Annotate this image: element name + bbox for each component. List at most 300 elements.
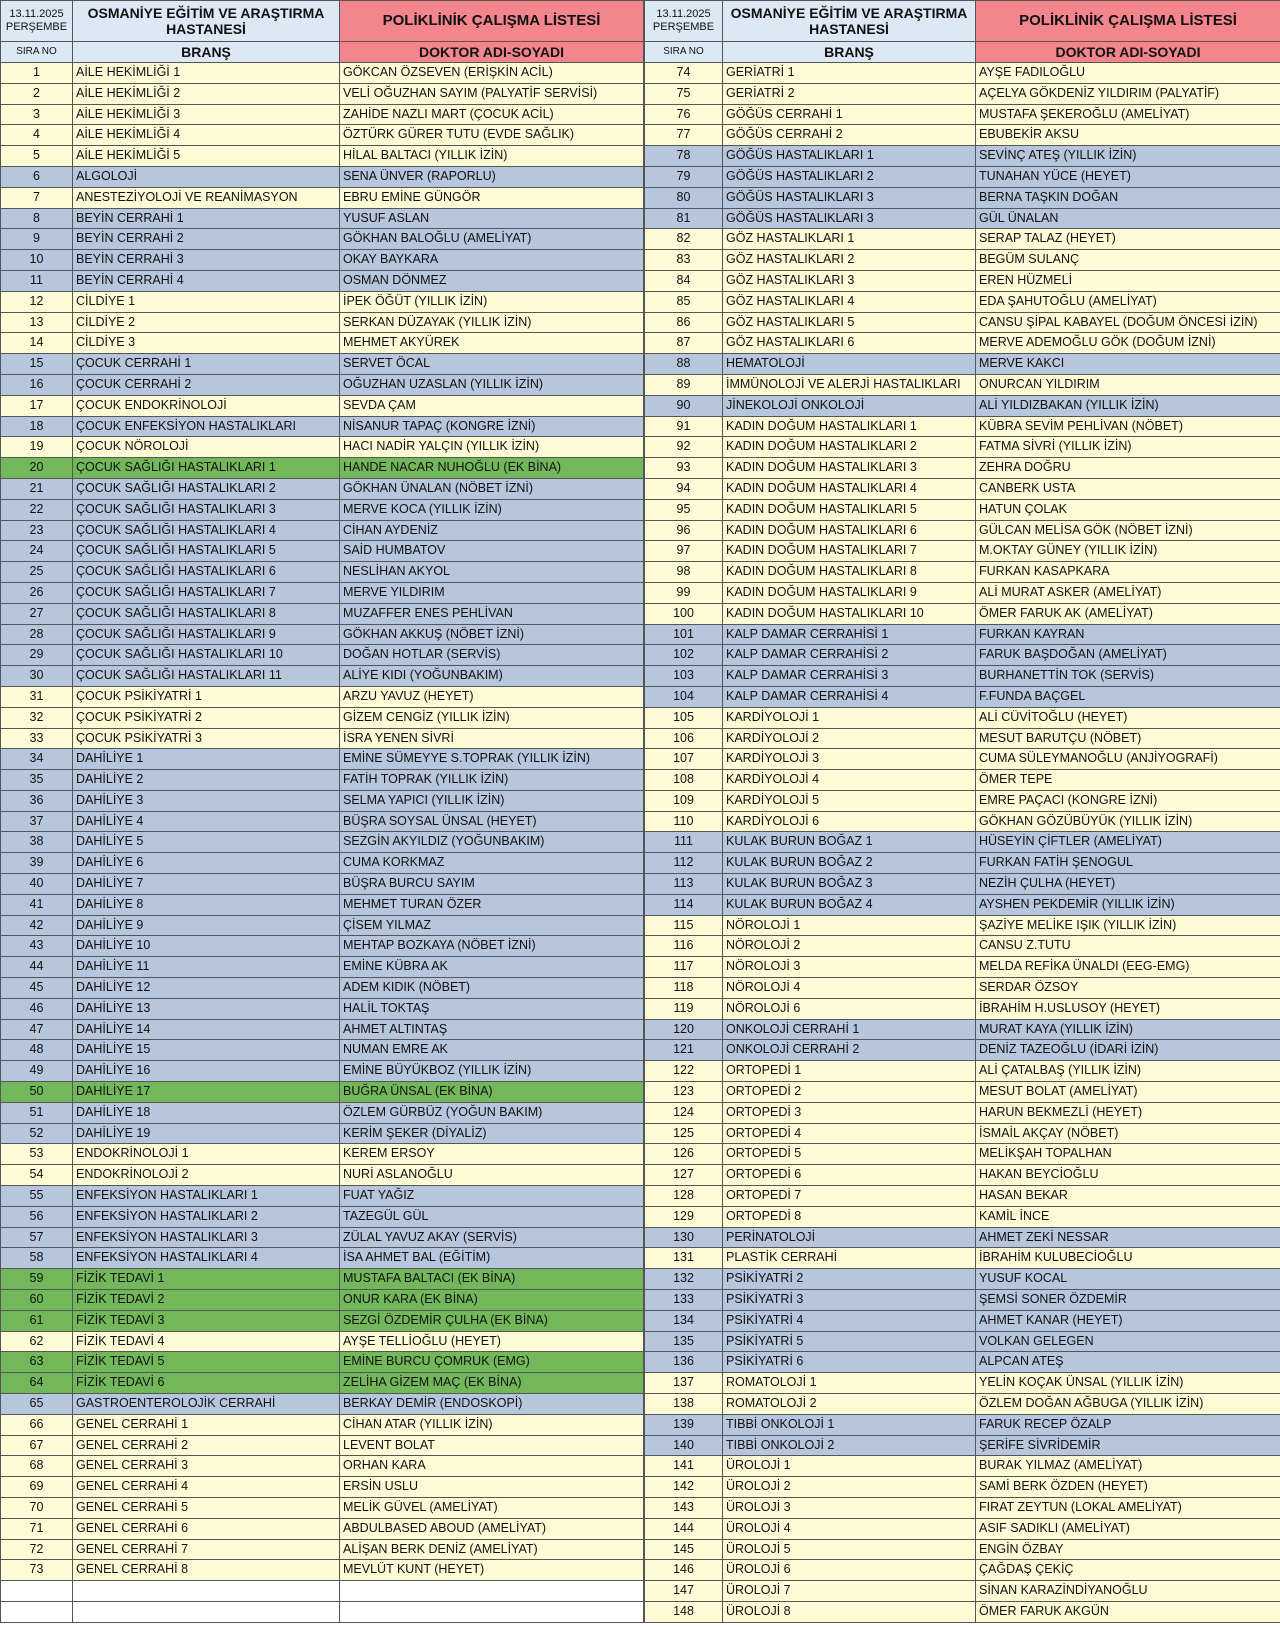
branch-cell: ROMATOLOJİ 1 <box>723 1373 976 1394</box>
doctor-cell: EMRE PAÇACI (KONGRE İZNİ) <box>976 790 1280 811</box>
row-number: 83 <box>645 250 723 271</box>
row-number: 59 <box>1 1269 73 1290</box>
branch-cell: FİZİK TEDAVİ 1 <box>73 1269 340 1290</box>
table-row <box>1 146 644 167</box>
branch-cell: ÇOCUK SAĞLIĞI HASTALIKLARI 6 <box>73 562 340 583</box>
table-row <box>645 1601 1280 1622</box>
branch-cell: ENFEKSİYON HASTALIKLARI 3 <box>73 1227 340 1248</box>
table-row <box>645 458 1280 479</box>
row-number: 18 <box>1 416 73 437</box>
row-number: 16 <box>1 374 73 395</box>
branch-cell: KADIN DOĞUM HASTALIKLARI 8 <box>723 562 976 583</box>
row-number: 142 <box>645 1477 723 1498</box>
branch-cell: KADIN DOĞUM HASTALIKLARI 1 <box>723 416 976 437</box>
row-number: 28 <box>1 624 73 645</box>
row-number: 39 <box>1 853 73 874</box>
doctor-cell: İBRAHİM KULUBECİOĞLU <box>976 1248 1280 1269</box>
doctor-cell: SERDAR ÖZSOY <box>976 978 1280 999</box>
doctor-cell: GÖKHAN BALOĞLU (AMELİYAT) <box>340 229 644 250</box>
row-number: 65 <box>1 1394 73 1415</box>
table-row <box>1 437 644 458</box>
row-number: 105 <box>645 707 723 728</box>
doctor-cell: SEVDA ÇAM <box>340 395 644 416</box>
doctor-cell: FIRAT ZEYTUN (LOKAL AMELİYAT) <box>976 1497 1280 1518</box>
branch-cell: KARDİYOLOJİ 6 <box>723 811 976 832</box>
row-number: 33 <box>1 728 73 749</box>
doctor-cell: GÖKHAN ÜNALAN (NÖBET İZNİ) <box>340 478 644 499</box>
doctor-cell: BUĞRA ÜNSAL (EK BİNA) <box>340 1082 644 1103</box>
doctor-cell: ÖMER TEPE <box>976 770 1280 791</box>
table-row <box>645 666 1280 687</box>
doctor-cell: YUSUF KOCAL <box>976 1269 1280 1290</box>
column-header-branch: BRANŞ <box>73 42 340 63</box>
table-row <box>1 853 644 874</box>
table-row <box>1 312 644 333</box>
branch-cell: ORTOPEDİ 2 <box>723 1082 976 1103</box>
doctor-cell: ZEHRA DOĞRU <box>976 458 1280 479</box>
table-row <box>645 1331 1280 1352</box>
row-number: 102 <box>645 645 723 666</box>
row-number: 11 <box>1 270 73 291</box>
table-row <box>1 1123 644 1144</box>
row-number: 100 <box>645 603 723 624</box>
doctor-cell: ÇAĞDAŞ ÇEKİÇ <box>976 1560 1280 1581</box>
doctor-cell: BERKAY DEMİR (ENDOSKOPİ) <box>340 1394 644 1415</box>
branch-cell: NÖROLOJİ 2 <box>723 936 976 957</box>
branch-cell: PERİNATOLOJİ <box>723 1227 976 1248</box>
table-row <box>1 1414 644 1435</box>
row-number: 64 <box>1 1373 73 1394</box>
row-number: 109 <box>645 790 723 811</box>
branch-cell: ÇOCUK CERRAHİ 1 <box>73 354 340 375</box>
branch-cell: GERİATRİ 1 <box>723 63 976 84</box>
branch-cell: DAHİLİYE 9 <box>73 915 340 936</box>
doctor-cell: EBUBEKİR AKSU <box>976 125 1280 146</box>
header-row-columns <box>1 42 644 63</box>
row-number: 122 <box>645 1061 723 1082</box>
branch-cell: DAHİLİYE 18 <box>73 1102 340 1123</box>
table-row <box>1 1456 644 1477</box>
table-row <box>1 541 644 562</box>
table-row <box>1 416 644 437</box>
table-row <box>645 1040 1280 1061</box>
row-number: 49 <box>1 1061 73 1082</box>
doctor-cell: TAZEGÜL GÜL <box>340 1206 644 1227</box>
branch-cell: ÜROLOJİ 2 <box>723 1477 976 1498</box>
doctor-cell: AHMET ALTINTAŞ <box>340 1019 644 1040</box>
branch-cell: ÇOCUK SAĞLIĞI HASTALIKLARI 5 <box>73 541 340 562</box>
branch-cell: GENEL CERRAHİ 7 <box>73 1539 340 1560</box>
branch-cell: GÖZ HASTALIKLARI 1 <box>723 229 976 250</box>
row-number: 60 <box>1 1290 73 1311</box>
table-row <box>1 1435 644 1456</box>
doctor-cell: ŞERİFE SİVRİDEMİR <box>976 1435 1280 1456</box>
row-number: 119 <box>645 998 723 1019</box>
table-row <box>1 208 644 229</box>
branch-cell: ENFEKSİYON HASTALIKLARI 2 <box>73 1206 340 1227</box>
row-number: 76 <box>645 104 723 125</box>
row-number <box>1 1601 73 1622</box>
row-number: 57 <box>1 1227 73 1248</box>
doctor-cell: BÜŞRA BURCU SAYIM <box>340 874 644 895</box>
column-header-doctor: DOKTOR ADI-SOYADI <box>976 42 1280 63</box>
column-header-no: SIRA NO <box>645 42 723 63</box>
doctor-cell: FURKAN FATİH ŞENOGUL <box>976 853 1280 874</box>
table-row <box>645 770 1280 791</box>
table-row <box>1 499 644 520</box>
right-table-panel <box>644 0 1280 1623</box>
table-row <box>645 250 1280 271</box>
row-number: 138 <box>645 1394 723 1415</box>
row-number: 45 <box>1 978 73 999</box>
doctor-cell: YUSUF ASLAN <box>340 208 644 229</box>
table-row <box>1 270 644 291</box>
table-row <box>1 1518 644 1539</box>
doctor-cell: CİHAN AYDENİZ <box>340 520 644 541</box>
row-number: 108 <box>645 770 723 791</box>
table-row <box>1 1477 644 1498</box>
doctor-cell: AHMET KANAR (HEYET) <box>976 1310 1280 1331</box>
row-number: 85 <box>645 291 723 312</box>
table-row <box>645 208 1280 229</box>
table-row <box>645 1539 1280 1560</box>
row-number: 116 <box>645 936 723 957</box>
branch-cell: AİLE HEKİMLİĞİ 5 <box>73 146 340 167</box>
branch-cell: KADIN DOĞUM HASTALIKLARI 3 <box>723 458 976 479</box>
table-row <box>645 1082 1280 1103</box>
branch-cell: DAHİLİYE 16 <box>73 1061 340 1082</box>
table-row <box>645 728 1280 749</box>
right-schedule-table <box>644 0 1280 1623</box>
doctor-cell: MERVE YILDIRIM <box>340 582 644 603</box>
row-number: 101 <box>645 624 723 645</box>
doctor-cell: FURKAN KAYRAN <box>976 624 1280 645</box>
row-number: 78 <box>645 146 723 167</box>
row-number: 124 <box>645 1102 723 1123</box>
doctor-cell: FARUK BAŞDOĞAN (AMELİYAT) <box>976 645 1280 666</box>
row-number: 131 <box>645 1248 723 1269</box>
table-row <box>645 1227 1280 1248</box>
row-number: 136 <box>645 1352 723 1373</box>
row-number: 17 <box>1 395 73 416</box>
doctor-cell: FATMA SİVRİ (YILLIK İZİN) <box>976 437 1280 458</box>
table-row <box>645 645 1280 666</box>
branch-cell: GENEL CERRAHİ 3 <box>73 1456 340 1477</box>
row-number: 63 <box>1 1352 73 1373</box>
table-row <box>645 499 1280 520</box>
branch-cell: GENEL CERRAHİ 1 <box>73 1414 340 1435</box>
doctor-cell: NİSANUR TAPAÇ (KONGRE İZNİ) <box>340 416 644 437</box>
table-row <box>1 874 644 895</box>
branch-cell: DAHİLİYE 3 <box>73 790 340 811</box>
doctor-cell: ORHAN KARA <box>340 1456 644 1477</box>
doctor-cell: KERİM ŞEKER (DİYALİZ) <box>340 1123 644 1144</box>
row-number: 139 <box>645 1414 723 1435</box>
branch-cell: ÇOCUK ENFEKSİYON HASTALIKLARI <box>73 416 340 437</box>
row-number: 91 <box>645 416 723 437</box>
branch-cell: ÜROLOJİ 5 <box>723 1539 976 1560</box>
row-number: 9 <box>1 229 73 250</box>
row-number: 66 <box>1 1414 73 1435</box>
day-label: PERŞEMBE <box>652 21 715 33</box>
branch-cell: KALP DAMAR CERRAHİSİ 3 <box>723 666 976 687</box>
row-number: 27 <box>1 603 73 624</box>
table-row <box>645 1061 1280 1082</box>
doctor-cell: MUZAFFER ENES PEHLİVAN <box>340 603 644 624</box>
row-number: 137 <box>645 1373 723 1394</box>
doctor-cell: ÖMER FARUK AK (AMELİYAT) <box>976 603 1280 624</box>
branch-cell: ÇOCUK PSİKİYATRİ 3 <box>73 728 340 749</box>
doctor-cell: ALİŞAN BERK DENİZ (AMELİYAT) <box>340 1539 644 1560</box>
table-row <box>1 1601 644 1622</box>
doctor-cell: İSRA YENEN SİVRİ <box>340 728 644 749</box>
branch-cell: DAHİLİYE 5 <box>73 832 340 853</box>
doctor-cell: SEVİNÇ ATEŞ (YILLIK İZİN) <box>976 146 1280 167</box>
table-row <box>1 104 644 125</box>
doctor-cell: AYŞE TELLİOĞLU (HEYET) <box>340 1331 644 1352</box>
table-row <box>645 707 1280 728</box>
branch-cell: ÜROLOJİ 6 <box>723 1560 976 1581</box>
table-row <box>645 291 1280 312</box>
table-row <box>645 1518 1280 1539</box>
table-row <box>1 978 644 999</box>
branch-cell: KADIN DOĞUM HASTALIKLARI 9 <box>723 582 976 603</box>
date-cell <box>645 1 723 42</box>
doctor-cell: GİZEM CENGİZ (YILLIK İZİN) <box>340 707 644 728</box>
row-number: 22 <box>1 499 73 520</box>
doctor-cell: MESUT BOLAT (AMELİYAT) <box>976 1082 1280 1103</box>
table-row <box>1 936 644 957</box>
branch-cell: DAHİLİYE 4 <box>73 811 340 832</box>
branch-cell: KADIN DOĞUM HASTALIKLARI 5 <box>723 499 976 520</box>
doctor-cell: SERAP TALAZ (HEYET) <box>976 229 1280 250</box>
doctor-cell: SAMİ BERK ÖZDEN (HEYET) <box>976 1477 1280 1498</box>
table-row <box>1 707 644 728</box>
branch-cell: GÖĞÜS CERRAHİ 1 <box>723 104 976 125</box>
branch-cell: CİLDİYE 2 <box>73 312 340 333</box>
right-table-body <box>645 63 1280 1623</box>
branch-cell: KULAK BURUN BOĞAZ 1 <box>723 832 976 853</box>
branch-cell: NÖROLOJİ 1 <box>723 915 976 936</box>
branch-cell: PSİKİYATRİ 5 <box>723 1331 976 1352</box>
table-row <box>1 666 644 687</box>
table-row <box>645 333 1280 354</box>
doctor-cell <box>340 1601 644 1622</box>
table-row <box>1 83 644 104</box>
table-row <box>645 146 1280 167</box>
table-row <box>645 1165 1280 1186</box>
branch-cell: DAHİLİYE 10 <box>73 936 340 957</box>
doctor-cell: ALİ YILDIZBAKAN (YILLIK İZİN) <box>976 395 1280 416</box>
branch-cell: ÇOCUK SAĞLIĞI HASTALIKLARI 4 <box>73 520 340 541</box>
table-row <box>645 125 1280 146</box>
table-row <box>645 1206 1280 1227</box>
branch-cell: KARDİYOLOJİ 5 <box>723 790 976 811</box>
row-number: 34 <box>1 749 73 770</box>
doctor-cell: ŞEMSİ SONER ÖZDEMİR <box>976 1290 1280 1311</box>
doctor-cell: EREN HÜZMELİ <box>976 270 1280 291</box>
branch-cell: KULAK BURUN BOĞAZ 4 <box>723 894 976 915</box>
doctor-cell: MERVE ADEMOĞLU GÖK (DOĞUM İZNİ) <box>976 333 1280 354</box>
row-number: 87 <box>645 333 723 354</box>
row-number: 94 <box>645 478 723 499</box>
hospital-name: OSMANİYE EĞİTİM VE ARAŞTIRMA HASTANESİ <box>723 1 976 42</box>
row-number: 123 <box>645 1082 723 1103</box>
branch-cell: KADIN DOĞUM HASTALIKLARI 7 <box>723 541 976 562</box>
table-row <box>645 1186 1280 1207</box>
row-number: 84 <box>645 270 723 291</box>
doctor-cell: ARZU YAVUZ (HEYET) <box>340 686 644 707</box>
row-number: 106 <box>645 728 723 749</box>
doctor-cell: EMİNE BURCU ÇOMRUK (EMG) <box>340 1352 644 1373</box>
table-row <box>645 1497 1280 1518</box>
branch-cell: GENEL CERRAHİ 2 <box>73 1435 340 1456</box>
row-number: 7 <box>1 187 73 208</box>
branch-cell: ORTOPEDİ 7 <box>723 1186 976 1207</box>
row-number: 37 <box>1 811 73 832</box>
doctor-cell: ENGİN ÖZBAY <box>976 1539 1280 1560</box>
row-number: 4 <box>1 125 73 146</box>
branch-cell: KALP DAMAR CERRAHİSİ 1 <box>723 624 976 645</box>
branch-cell: ÇOCUK PSİKİYATRİ 1 <box>73 686 340 707</box>
doctor-cell: MESUT BARUTÇU (NÖBET) <box>976 728 1280 749</box>
branch-cell: GÖĞÜS HASTALIKLARI 3 <box>723 187 976 208</box>
row-number: 15 <box>1 354 73 375</box>
table-row <box>1 998 644 1019</box>
row-number: 24 <box>1 541 73 562</box>
table-row <box>645 749 1280 770</box>
row-number: 107 <box>645 749 723 770</box>
table-row <box>1 770 644 791</box>
list-title: POLİKLİNİK ÇALIŞMA LİSTESİ <box>340 1 644 42</box>
table-row <box>645 894 1280 915</box>
table-row <box>1 624 644 645</box>
branch-cell: KULAK BURUN BOĞAZ 3 <box>723 874 976 895</box>
branch-cell: DAHİLİYE 11 <box>73 957 340 978</box>
left-table-body <box>1 63 644 1623</box>
row-number: 8 <box>1 208 73 229</box>
table-row <box>645 1352 1280 1373</box>
row-number: 44 <box>1 957 73 978</box>
row-number: 1 <box>1 63 73 84</box>
row-number: 6 <box>1 166 73 187</box>
row-number: 117 <box>645 957 723 978</box>
branch-cell: GÖZ HASTALIKLARI 6 <box>723 333 976 354</box>
table-row <box>645 1248 1280 1269</box>
row-number: 133 <box>645 1290 723 1311</box>
row-number: 79 <box>645 166 723 187</box>
table-row <box>645 603 1280 624</box>
doctor-cell: BÜŞRA SOYSAL ÜNSAL (HEYET) <box>340 811 644 832</box>
doctor-cell: ONURCAN YILDIRIM <box>976 374 1280 395</box>
table-row <box>1 1310 644 1331</box>
doctor-cell: ALİYE KIDI (YOĞUNBAKIM) <box>340 666 644 687</box>
branch-cell: DAHİLİYE 6 <box>73 853 340 874</box>
branch-cell: GENEL CERRAHİ 6 <box>73 1518 340 1539</box>
row-number: 54 <box>1 1165 73 1186</box>
branch-cell: ÇOCUK SAĞLIĞI HASTALIKLARI 11 <box>73 666 340 687</box>
row-number: 48 <box>1 1040 73 1061</box>
branch-cell: KALP DAMAR CERRAHİSİ 4 <box>723 686 976 707</box>
doctor-cell: ZÜLAL YAVUZ AKAY (SERVİS) <box>340 1227 644 1248</box>
table-row <box>1 582 644 603</box>
doctor-cell: GÜLCAN MELİSA GÖK (NÖBET İZNİ) <box>976 520 1280 541</box>
branch-cell: GASTROENTEROLOJİK CERRAHİ <box>73 1394 340 1415</box>
table-row <box>1 728 644 749</box>
row-number: 135 <box>645 1331 723 1352</box>
branch-cell: ANESTEZİYOLOJİ VE REANİMASYON <box>73 187 340 208</box>
branch-cell: TIBBİ ONKOLOJİ 1 <box>723 1414 976 1435</box>
branch-cell: GÖZ HASTALIKLARI 3 <box>723 270 976 291</box>
row-number: 97 <box>645 541 723 562</box>
doctor-cell: MEHTAP BOZKAYA (NÖBET İZNİ) <box>340 936 644 957</box>
header-row-top <box>1 1 644 42</box>
table-row <box>645 1560 1280 1581</box>
doctor-cell: ÇİSEM YILMAZ <box>340 915 644 936</box>
doctor-cell: HASAN BEKAR <box>976 1186 1280 1207</box>
doctor-cell: KEREM ERSOY <box>340 1144 644 1165</box>
branch-cell: JİNEKOLOJİ ONKOLOJİ <box>723 395 976 416</box>
row-number: 115 <box>645 915 723 936</box>
row-number: 146 <box>645 1560 723 1581</box>
table-row <box>645 83 1280 104</box>
branch-cell: BEYİN CERRAHİ 2 <box>73 229 340 250</box>
row-number: 125 <box>645 1123 723 1144</box>
branch-cell: ORTOPEDİ 8 <box>723 1206 976 1227</box>
branch-cell: BEYİN CERRAHİ 3 <box>73 250 340 271</box>
doctor-cell: VELİ OĞUZHAN SAYIM (PALYATİF SERVİSİ) <box>340 83 644 104</box>
table-row <box>1 520 644 541</box>
table-row <box>1 1394 644 1415</box>
doctor-cell <box>340 1581 644 1602</box>
doctor-cell: CANSU ŞİPAL KABAYEL (DOĞUM ÖNCESİ İZİN) <box>976 312 1280 333</box>
table-row <box>645 1102 1280 1123</box>
table-row <box>645 1477 1280 1498</box>
branch-cell: DAHİLİYE 7 <box>73 874 340 895</box>
row-number: 31 <box>1 686 73 707</box>
branch-cell: KADIN DOĞUM HASTALIKLARI 4 <box>723 478 976 499</box>
table-row <box>645 915 1280 936</box>
table-row <box>1 374 644 395</box>
branch-cell: KADIN DOĞUM HASTALIKLARI 6 <box>723 520 976 541</box>
doctor-cell: MEHMET AKYÜREK <box>340 333 644 354</box>
row-number: 75 <box>645 83 723 104</box>
row-number: 43 <box>1 936 73 957</box>
doctor-cell: ABDULBASED ABOUD (AMELİYAT) <box>340 1518 644 1539</box>
table-row <box>645 936 1280 957</box>
table-row <box>645 395 1280 416</box>
row-number: 52 <box>1 1123 73 1144</box>
branch-cell: ÇOCUK SAĞLIĞI HASTALIKLARI 2 <box>73 478 340 499</box>
branch-cell: ORTOPEDİ 1 <box>723 1061 976 1082</box>
table-row <box>1 1290 644 1311</box>
row-number: 56 <box>1 1206 73 1227</box>
doctor-cell: ERSİN USLU <box>340 1477 644 1498</box>
branch-cell: PSİKİYATRİ 2 <box>723 1269 976 1290</box>
row-number: 118 <box>645 978 723 999</box>
branch-cell: ONKOLOJİ CERRAHİ 2 <box>723 1040 976 1061</box>
doctor-cell: ZAHİDE NAZLI MART (ÇOCUK ACİL) <box>340 104 644 125</box>
branch-cell: ÇOCUK SAĞLIĞI HASTALIKLARI 7 <box>73 582 340 603</box>
row-number: 120 <box>645 1019 723 1040</box>
branch-cell: GÖĞÜS HASTALIKLARI 2 <box>723 166 976 187</box>
doctor-cell: ALİ MURAT ASKER (AMELİYAT) <box>976 582 1280 603</box>
doctor-cell: NURİ ASLANOĞLU <box>340 1165 644 1186</box>
doctor-cell: SELMA YAPICI (YILLIK İZİN) <box>340 790 644 811</box>
row-number: 143 <box>645 1497 723 1518</box>
row-number: 81 <box>645 208 723 229</box>
branch-cell: KARDİYOLOJİ 1 <box>723 707 976 728</box>
